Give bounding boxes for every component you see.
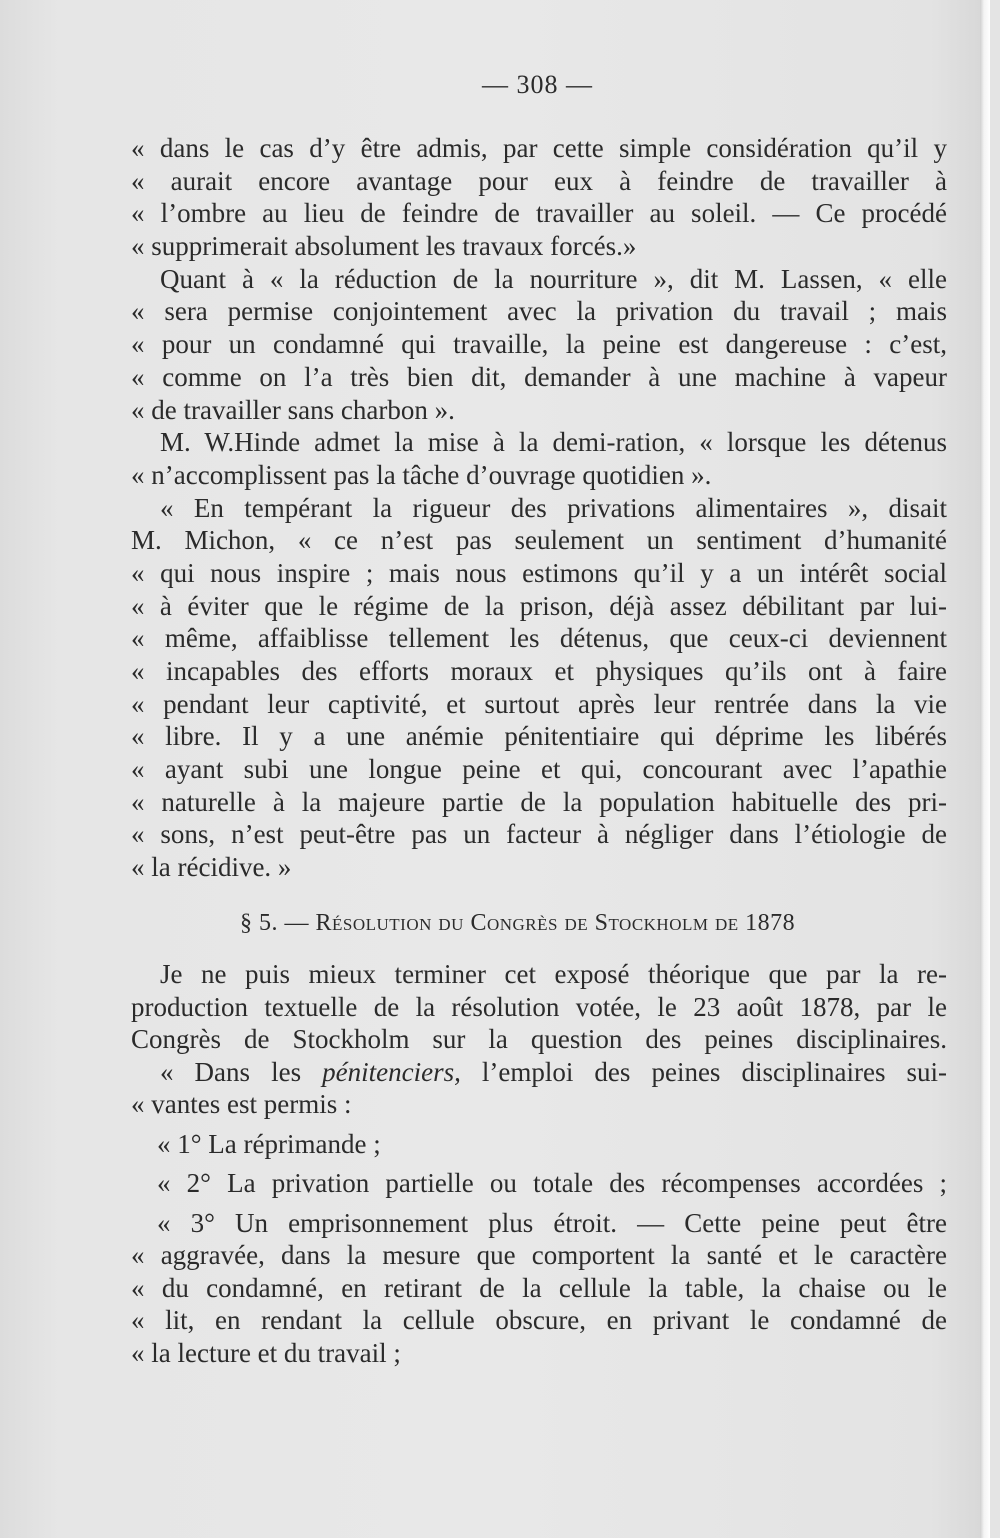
text-line: « En tempérant la rigueur des privations alimentaires », disait [160,492,947,523]
text-line: production textuelle de la résolution votée, le 23 août 1878, par le [131,991,947,1022]
text-line: « à éviter que le régime de la prison, déjà assez débilitant par lui- [131,590,947,621]
resolution-text-block [131,958,947,1369]
text-line: « du condamné, en retirant de la cellule la table, la chaise ou le [131,1272,947,1303]
page-number: — 308 — [482,70,593,99]
text-line: « libre. Il y a une anémie pénitentiaire qui déprime les libérés [131,721,947,752]
text-line: « sons, n’est peut-être pas un facteur à négliger dans l’étiologie de [131,819,947,850]
text-line: « aurait encore avantage pour eux à feindre de travailler à [131,165,947,196]
text-line: Je ne puis mieux terminer cet exposé théorique que par la re- [160,959,947,989]
text-line: M. W.Hinde admet la mise à la demi-ration, « lorsque les détenus [160,427,947,458]
text-line: Congrès de Stockholm sur la question des peines disciplinaires. [131,1024,947,1054]
text-line: « de travailler sans charbon ». [131,394,455,425]
text-line: « qui nous inspire ; mais nous estimons qu’il y a un intérêt social [131,557,947,588]
text-line: M. Michon, « ce n’est pas seulement un sentiment d’humanité [131,525,947,556]
section-number: § 5. — [240,910,309,936]
text-line: « incapables des efforts moraux et physiques qu’ils ont à faire [131,656,947,686]
quote-start: « Dans les [160,1056,302,1087]
text-line: « la récidive. » [131,852,292,883]
text-line: « pour un condamné qui travaille, la peine est dangereuse : c’est, [131,329,947,360]
text-line: « l’ombre au lieu de feindre de travailler au soleil. — Ce procédé [131,198,947,229]
text-line: « aggravée, dans la mesure que comportent la santé et le caractère [131,1240,947,1270]
section-heading [240,910,795,937]
emphasis-word: pénitenciers, [322,1056,461,1087]
text-line: « sera permise conjointement avec la privation du travail ; mais [131,296,947,327]
text-line: Quant à « la réduction de la nourriture », dit M. Lassen, « elle [160,263,947,294]
text-line: « comme on l’a très bien dit, demander à une machine à vapeur [131,361,947,392]
text-line: « pendant leur captivité, et surtout après leur rentrée dans la vie [131,688,947,719]
text-line: « dans le cas d’y être admis, par cette simple considération qu’il y [131,133,947,163]
text-line: « lit, en rendant la cellule obscure, en privant le condamné de [131,1305,947,1335]
text-line: « n’accomplissent pas la tâche d’ouvrage quotidien ». [131,459,712,490]
text-line: « même, affaiblisse tellement les détenus, que ceux-ci deviennent [131,623,947,654]
section-title: Résolution du Congrès de Stockholm de 1878 [315,910,796,936]
list-item: « 3° Un emprisonnement plus étroit. — Cette peine peut être [157,1207,947,1238]
text-line: « supprimerait absolument les travaux forcés.» [131,231,637,262]
body-text-block [131,132,947,884]
quote-rest: l’emploi des peines disciplinaires sui- [481,1056,947,1087]
page-edge [980,0,990,1538]
text-line: « naturelle à la majeure partie de la population habituelle des pri- [131,786,947,817]
list-item: « 1° La réprimande ; [157,1128,381,1159]
quote-line [131,1056,947,1089]
text-line: « la lecture et du travail ; [131,1337,401,1368]
text-line: « vantes est permis : [131,1089,352,1119]
list-item: « 2° La privation partielle ou totale des récompenses accordées ; [157,1168,947,1198]
text-line: « ayant subi une longue peine et qui, concourant avec l’apathie [131,754,947,785]
